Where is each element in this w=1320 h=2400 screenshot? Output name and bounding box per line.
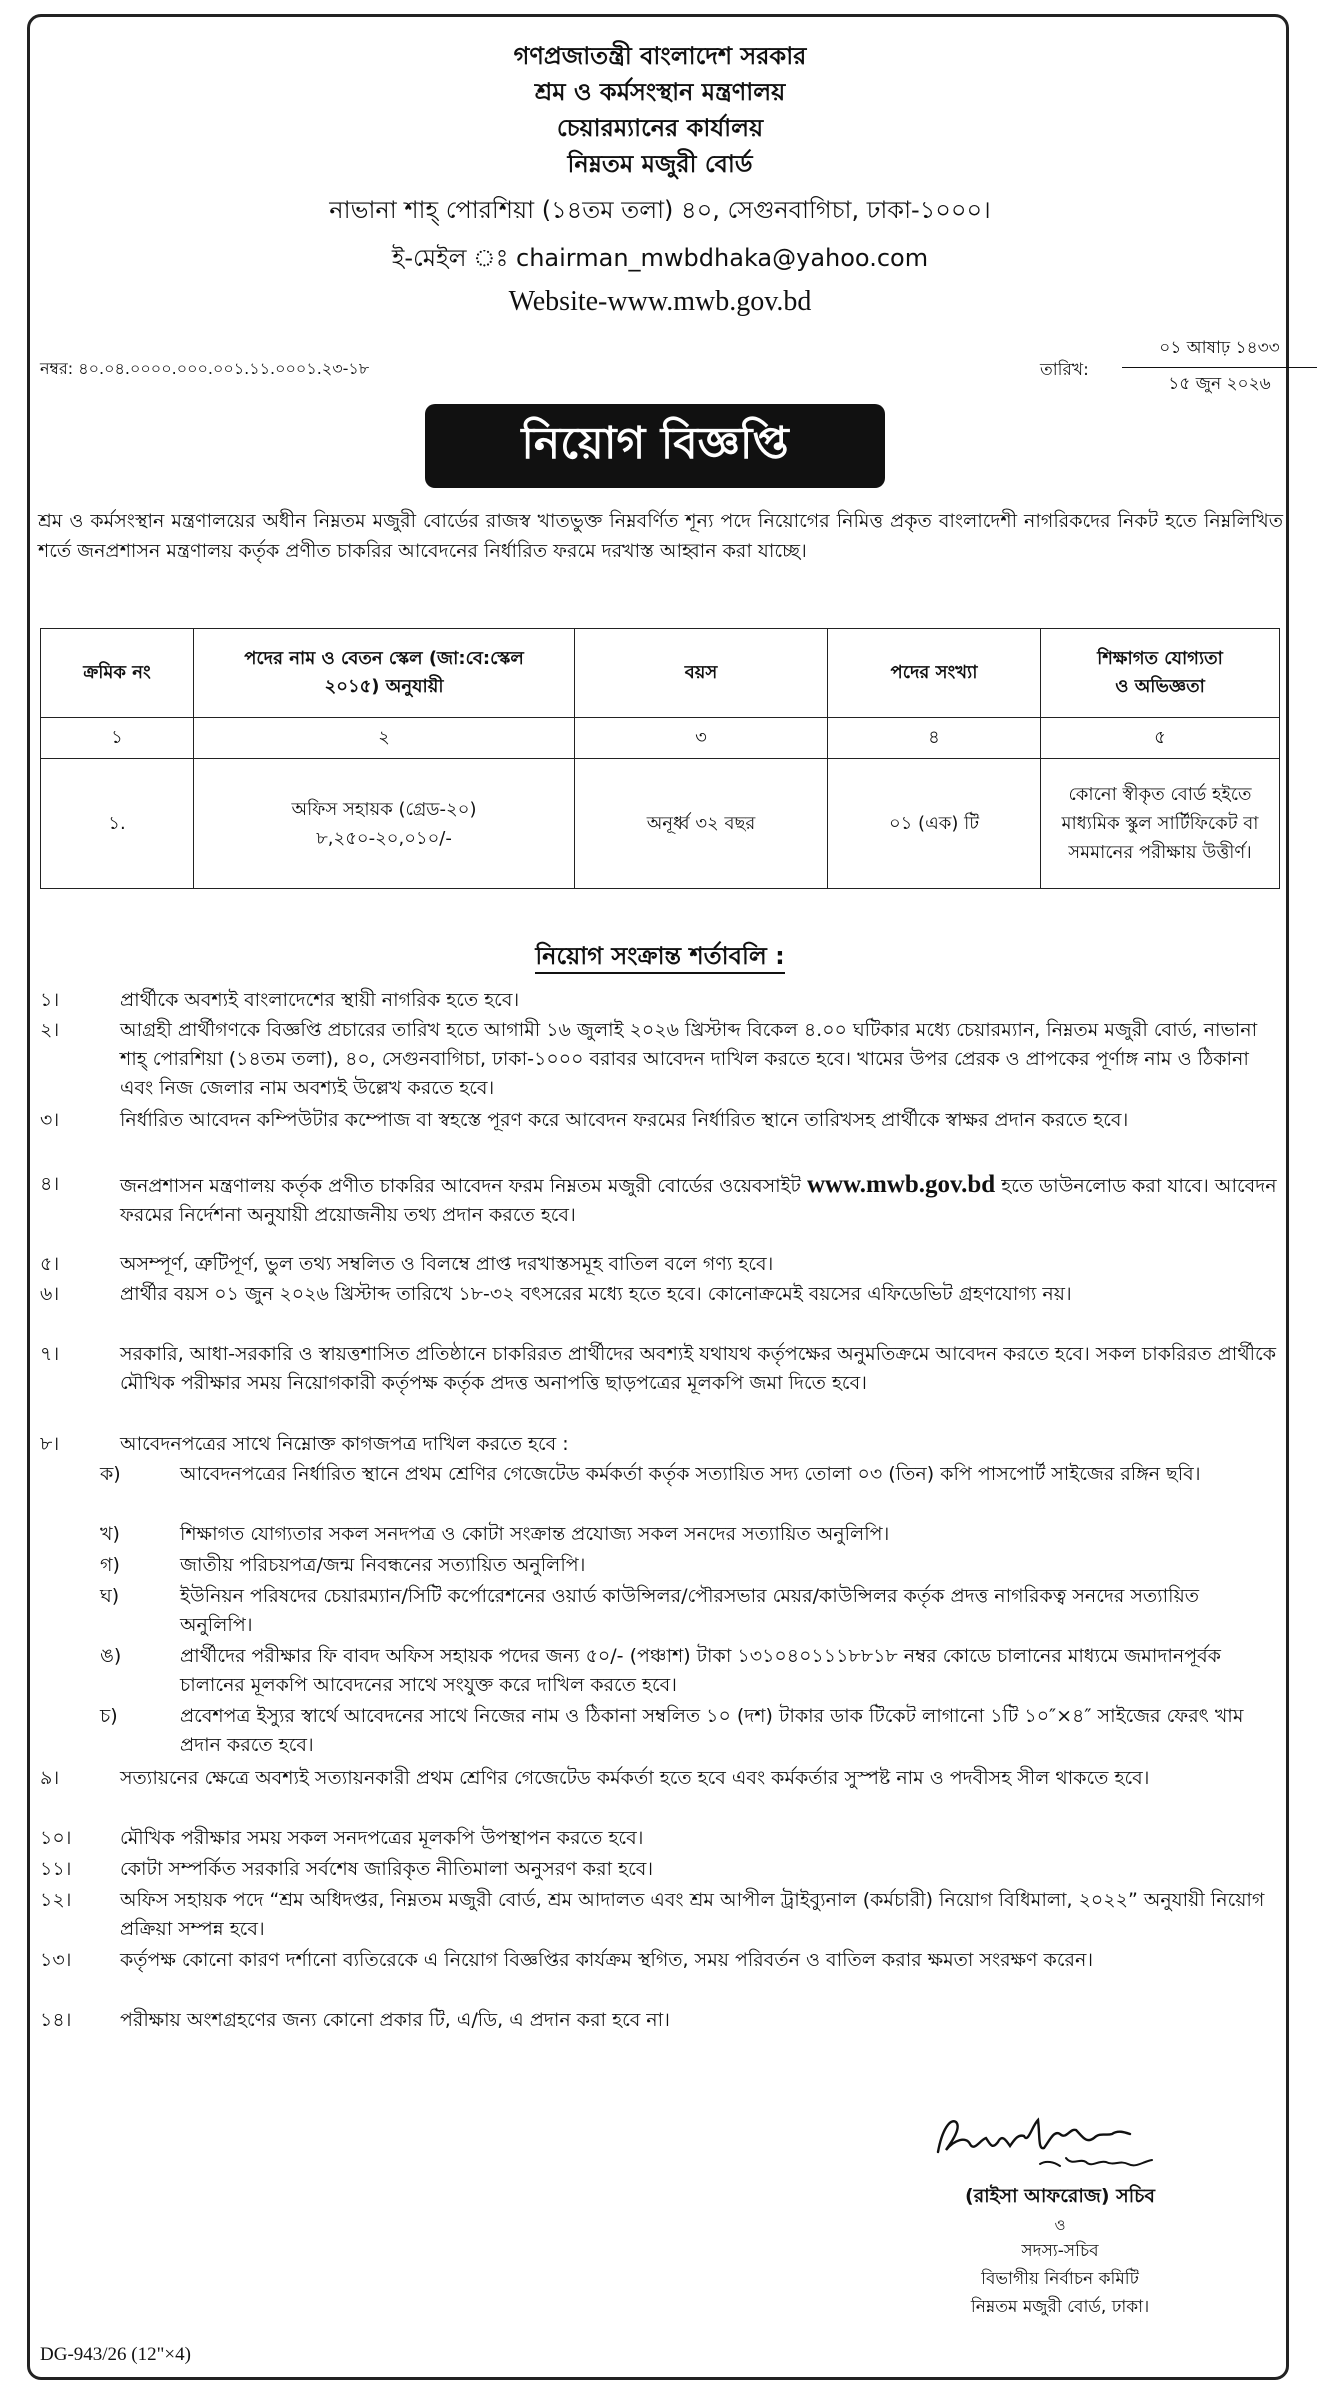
signatory-role: সদস্য-সচিব [1021,2241,1099,2261]
num-cell: ৫ [1041,718,1280,759]
memo-number: নম্বর: ৪০.০৪.০০০০.০০০.০০১.১১.০০০১.২৩-১৮ [40,359,370,378]
table-row [41,759,1280,889]
col-age: বয়স [575,629,828,718]
num-cell: ২ [194,718,575,759]
date-gregorian: ১৫ জুন ২০২৬ [1168,374,1271,394]
num-cell: ৩ [575,718,828,759]
intro-paragraph: শ্রম ও কর্মসংস্থান মন্ত্রণালয়ের অধীন নিম্নতম মজুরী বোর্ডের রাজস্ব খাতভুক্ত নিম্নবর্ণিত শূন্য পদে নিয়োগের নিমিত্ত প্রকৃত বাংলাদেশী নাগরিকদের নিকট হতে নিম্নলিখিত শর্তে জনপ্রশাসন মন্ত্রণালয় কর্তৃক প্রণীত চাকরির আবেদনের নির্ধারিত ফরমে দরখাস্ত আহ্বান করা যাচ্ছে। [38,510,1283,562]
print-code: DG-943/26 (12"×4) [40,2344,191,2365]
signatory-and: ও [1054,2216,1066,2234]
qualification-cell: কোনো স্বীকৃত বোর্ড হইতে মাধ্যমিক স্কুল সার্টিফিকেট বা সমমানের পরীক্ষায় উত্তীর্ণ। [1041,759,1280,889]
government-title: গণপ্রজাতন্ত্রী বাংলাদেশ সরকার [513,42,807,70]
col-count: পদের সংখ্যা [828,629,1041,718]
num-cell: ৪ [828,718,1041,759]
num-cell: ১ [41,718,194,759]
office-name: চেয়ারম্যানের কার্যালয় [556,114,764,142]
address: নাভানা শাহ্ পোরশিয়া (১৪তম তলা) ৪০, সেগুনবাগিচা, ঢাকা-১০০০। [329,196,991,224]
board-name: নিম্নতম মজুরী বোর্ড [567,150,753,178]
signatory-committee: বিভাগীয় নির্বাচন কমিটি [981,2269,1139,2289]
table-number-row [41,718,1280,759]
age-cell: অনূর্ধ্ব ৩২ বছর [575,759,828,889]
vacancy-table [40,628,1280,889]
signatory-name: (রাইসা আফরোজ) সচিব [965,2185,1155,2207]
count-cell: ০১ (এক) টি [828,759,1041,889]
serial-cell: ১. [41,759,194,889]
col-post: পদের নাম ও বেতন স্কেল (জা:বে:স্কেল ২০১৫) অনুযায়ী [194,629,575,718]
date-bangla: ০১ আষাঢ় ১৪৩৩ [1122,335,1317,368]
col-serial: ক্রমিক নং [41,629,194,718]
date-label: তারিখ: [1040,360,1089,380]
signatory-org: নিম্নতম মজুরী বোর্ড, ঢাকা। [970,2297,1150,2317]
email: ই-মেইল ঃ chairman_mwbdhaka@yahoo.com [391,244,929,272]
col-qualification: শিক্ষাগত যোগ্যতা ও অভিজ্ঞতা [1041,629,1280,718]
post-name: অফিস সহায়ক (গ্রেড-২০) [291,798,477,820]
website-link[interactable]: www.mwb.gov.bd [806,1171,996,1198]
post-cell [194,759,575,889]
table-header-row [41,629,1280,718]
ministry-name: শ্রম ও কর্মসংস্থান মন্ত্রণালয় [534,78,786,106]
handwritten-signature [920,2100,1220,2180]
pay-scale: ৮,২৫০-২০,০১০/- [316,827,452,849]
website: Website-www.mwb.gov.bd [508,286,812,317]
notice-title: নিয়োগ বিজ্ঞপ্তি [425,404,885,488]
terms-heading: নিয়োগ সংক্রান্ত শর্তাবলি : [0,938,1320,978]
